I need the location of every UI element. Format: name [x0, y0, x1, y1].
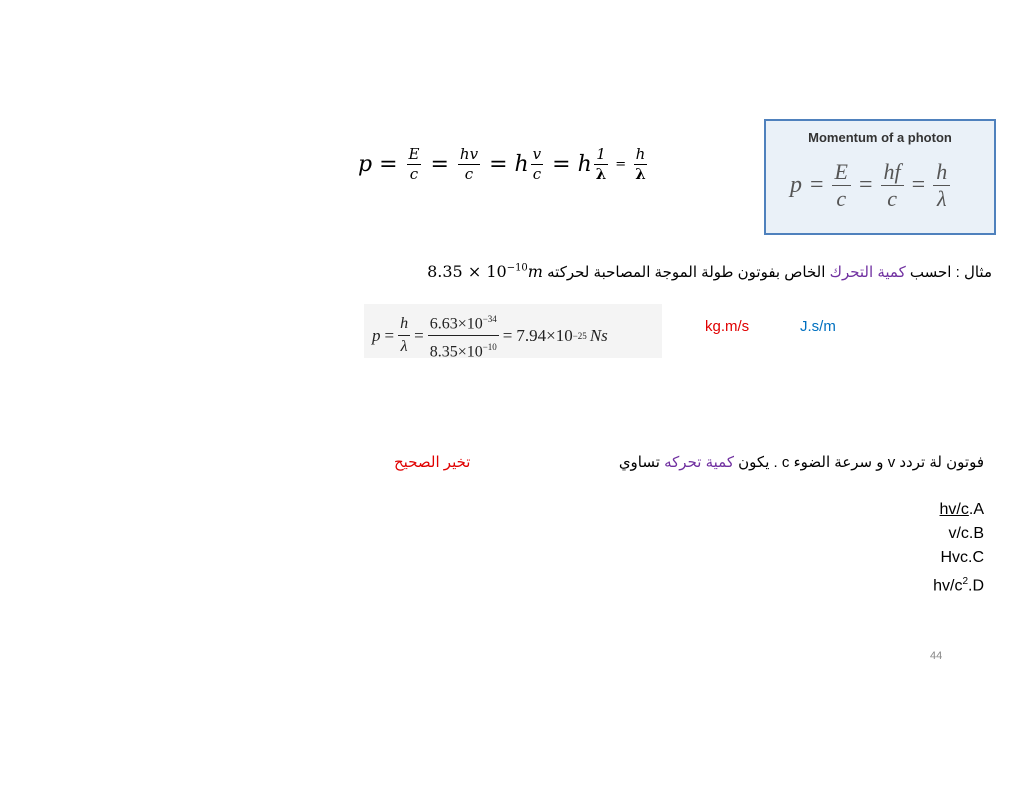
option-d-letter: .D: [968, 577, 984, 595]
h-symbol: h: [577, 152, 592, 177]
wavelength-value: 8.35×10: [429, 343, 483, 361]
fraction-e-over-c: [832, 159, 851, 212]
momentum-term: كمية التحرك: [829, 264, 906, 281]
question-text: [619, 453, 984, 471]
page-number: 44: [930, 650, 943, 662]
example-label: مثال :: [955, 264, 992, 281]
numerator: h: [933, 159, 950, 186]
denominator: c: [836, 186, 847, 211]
unit-kg-m-s: kg.m/s: [705, 318, 750, 335]
planck-value: 6.63×10: [429, 315, 483, 333]
denominator: λ: [400, 338, 408, 356]
numerator: h: [398, 313, 410, 336]
option-c[interactable]: Hvc.C: [940, 549, 984, 566]
fraction-h-over-lambda: [398, 313, 410, 358]
option-d-exponent: 2: [962, 576, 968, 587]
fraction-hv-over-c: [458, 145, 480, 184]
calculation-formula: [372, 308, 608, 364]
fraction-v-over-c: [531, 145, 543, 184]
wavelength-value: [427, 262, 543, 281]
p-symbol: p: [372, 325, 381, 345]
fraction-hf-over-c: [881, 159, 904, 212]
equals-sign: =: [489, 152, 508, 177]
question-part4: تساوي: [618, 454, 660, 471]
option-d[interactable]: [933, 570, 984, 598]
exponent: −10: [482, 342, 497, 353]
mantissa: 8.35: [427, 262, 463, 281]
numerator: h: [635, 145, 646, 163]
unit-symbol: m: [527, 262, 543, 281]
fraction-h-over-lambda: [933, 159, 950, 212]
example-text: الخاص بفوتون طولة الموجة المصاحبة لحركته: [547, 264, 826, 281]
p-symbol: p: [358, 152, 373, 177]
denominator: λ: [635, 165, 646, 183]
momentum-calculation-image: [364, 304, 662, 361]
frequency-symbol: v: [887, 454, 896, 471]
result-value: 7.94×10: [516, 325, 573, 345]
fraction-e-over-c: [407, 145, 422, 184]
fraction-values: [428, 308, 499, 364]
momentum-term: كمية تحركه: [664, 454, 734, 471]
denominator: c: [887, 186, 897, 211]
unit-j-s-m: J.s/m: [800, 318, 836, 335]
equals-sign: =: [810, 172, 824, 198]
fraction-h-over-lambda: [633, 145, 648, 184]
numerator: E: [408, 145, 420, 163]
equals-sign: =: [502, 325, 513, 345]
option-a-letter: .A: [968, 501, 984, 518]
denominator: λ: [595, 165, 607, 183]
box-title: Momentum of a photon: [808, 130, 952, 145]
equals-sign: =: [414, 325, 424, 345]
denominator: c: [409, 165, 419, 183]
numerator: 1: [596, 145, 606, 163]
question-part2: و سرعة الضوء: [793, 454, 884, 471]
box-formula: [790, 159, 950, 212]
numerator: [428, 308, 499, 336]
option-d-value: hv/c: [933, 577, 963, 595]
base: 10: [486, 262, 507, 281]
equals-sign: =: [911, 172, 926, 198]
equals-sign: =: [552, 152, 571, 177]
p-symbol: p: [790, 172, 802, 198]
option-a[interactable]: [933, 498, 984, 522]
numerator: hf: [881, 159, 904, 186]
example-statement: [427, 262, 992, 281]
question-part3: . يكون: [738, 454, 778, 471]
equals-sign: =: [430, 152, 449, 177]
example-verb: احسب: [909, 264, 952, 281]
result-unit: Ns: [589, 325, 608, 345]
exponent: −34: [482, 314, 497, 324]
exponent: −25: [572, 330, 587, 341]
denominator: [430, 336, 497, 363]
numerator: hv: [459, 145, 479, 163]
answer-options: [933, 498, 984, 598]
h-symbol: h: [514, 152, 529, 177]
equals-sign: =: [859, 172, 873, 198]
option-b[interactable]: v/c.B: [948, 525, 984, 542]
choose-correct-instruction: تخير الصحيح: [394, 454, 471, 471]
denominator: c: [532, 165, 542, 183]
denominator: c: [464, 165, 474, 183]
option-a-value: hv/c: [939, 501, 969, 518]
fraction-1-over-lambda: [594, 145, 609, 184]
question-part1: فوتون لة تردد: [899, 454, 984, 471]
numerator: E: [832, 159, 851, 186]
times-sign: ×: [467, 262, 482, 281]
exponent: −10: [506, 262, 528, 274]
photon-momentum-formula: [358, 145, 650, 184]
numerator: v: [532, 145, 542, 163]
equals-sign: =: [384, 325, 395, 345]
equals-sign: =: [379, 152, 398, 177]
speed-of-light-symbol: c: [781, 454, 790, 471]
denominator: λ: [936, 186, 947, 211]
momentum-of-photon-image: [764, 119, 996, 235]
equals-sign: =: [615, 157, 627, 172]
